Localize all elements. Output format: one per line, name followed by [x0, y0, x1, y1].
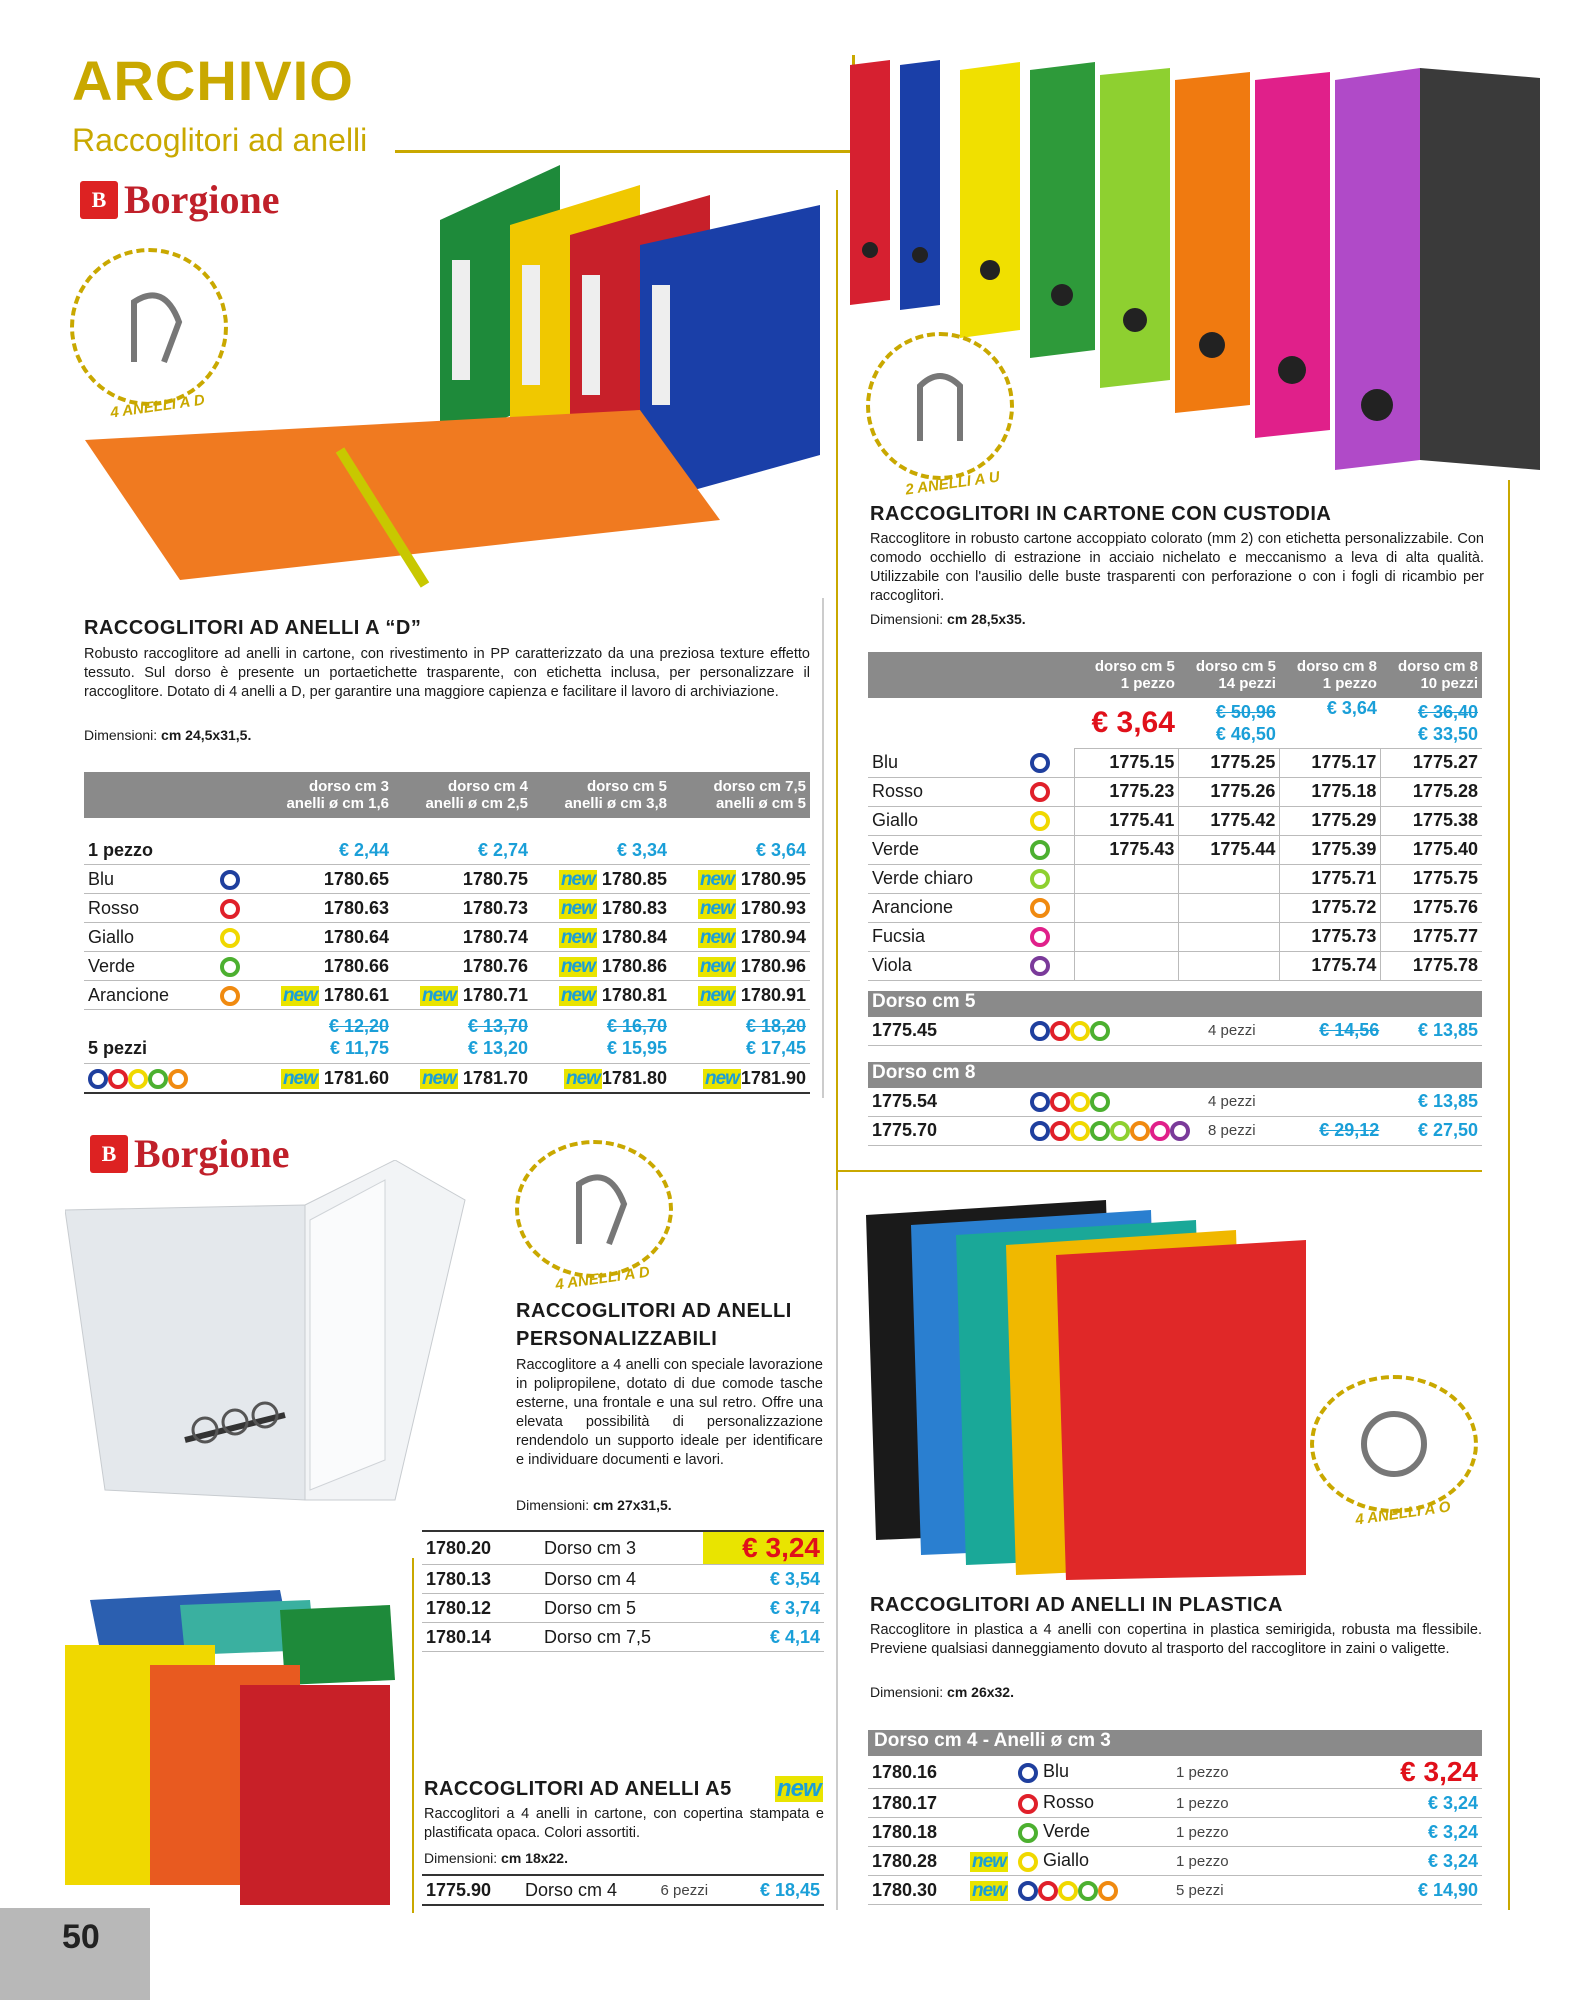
p2-description: Raccoglitore in robusto cartone accoppiato colorato (mm 2) con etichetta personalizzabile. Con comodo occhiello di estrazione in acciaio nichelato e meccanismo a leva di alta qualità. Utilizzabile con l'ausilio delle buste trasparenti con perforazione o con i fogli di ricambio per raccoglitori.	[870, 531, 1484, 604]
product-code: 1775.42	[1179, 806, 1280, 835]
p1-assorted-row: new 1781.60 new 1781.70 new 1781.80 new 1781.90	[84, 1064, 810, 1094]
dorso-size: Dorso cm 5	[540, 1594, 703, 1623]
new-badge: new	[699, 868, 734, 890]
product-code: 1775.39	[1280, 835, 1381, 864]
p1-description: Robusto raccoglitore ad anelli in cartone, con rivestimento in PP caratterizzato da una preziosa texture effetto tessuto. Sul dorso è presente un portaetichette trasparente, con etichetta inclusa, per personalizzare il raccoglitore. Dotato di 4 anelli a D, per garantire una maggiore capienza e facilitare il lavoro di archiviazione.	[84, 646, 810, 700]
color-name: Viola	[868, 951, 1026, 980]
product-code: 1780.12	[422, 1594, 540, 1623]
product-code: 1780.75	[393, 865, 532, 894]
new-badge: new	[282, 984, 317, 1006]
price: € 3,54	[703, 1565, 824, 1594]
price: € 3,24	[1300, 1756, 1482, 1789]
color-dot	[1030, 811, 1050, 831]
new-badge: new	[699, 984, 734, 1006]
column-divider	[822, 598, 824, 1098]
new-badge: new	[699, 897, 734, 919]
dorso-size: Dorso cm 4	[540, 1565, 703, 1594]
new-badge: new	[560, 868, 595, 890]
p2-price-row: € 3,64 € 50,96 € 46,50 € 3,64 € 36,40 € 33,50	[868, 698, 1482, 748]
new-badge: new	[699, 955, 734, 977]
color-dot	[220, 870, 240, 890]
ring-badge-d2	[515, 1140, 673, 1278]
presentation-binder-image	[65, 1160, 475, 1510]
p1-col-header: dorso cm 7,5 anelli ø cm 5	[671, 772, 810, 818]
p5-table-row	[868, 1847, 1482, 1876]
product-code: 1775.43	[1074, 835, 1179, 864]
product-code: 1775.73	[1280, 922, 1381, 951]
new-badge: new	[972, 1850, 1006, 1872]
p3-table-row	[422, 1565, 824, 1594]
p5-table-row	[868, 1876, 1482, 1905]
product-code: 1780.14	[422, 1623, 540, 1652]
color-dot	[1030, 898, 1050, 918]
color-dot	[1018, 1852, 1038, 1872]
p4-dimensions: Dimensioni: cm 18x22.	[424, 1850, 568, 1866]
p4-title: RACCOGLITORI AD ANELLI A5	[424, 1778, 732, 1800]
product-code: new 1780.96	[671, 952, 810, 981]
product-code: 1780.13	[422, 1565, 540, 1594]
product-code: 1775.71	[1280, 864, 1381, 893]
product-code: 1775.23	[1074, 777, 1179, 806]
p3-table-row	[422, 1623, 824, 1652]
color-dot	[1018, 1794, 1038, 1814]
quantity: 1 pezzo	[1172, 1818, 1300, 1847]
product-code: 1775.74	[1280, 951, 1381, 980]
product-code: new 1780.86	[532, 952, 671, 981]
color-dot	[220, 957, 240, 977]
ring-badge-label: 4 ANELLI A D	[554, 1263, 651, 1294]
p5-description: Raccoglitore in plastica a 4 anelli con copertina in plastica semirigida, robusta ma flessibile. Previene qualsiasi danneggiamento dovuto al trasporto del raccoglitore in zaini o valigette.	[870, 1622, 1482, 1657]
color-dot	[1030, 753, 1050, 773]
header-rule	[395, 150, 855, 153]
u-ring-icon	[895, 361, 985, 451]
product-code: 1775.25	[1179, 748, 1280, 777]
p2-d5-row: 1775.45 4 pezzi € 14,56 € 13,85	[868, 1017, 1482, 1046]
p1-col-header: dorso cm 4 anelli ø cm 2,5	[393, 772, 532, 818]
color-name	[1014, 1876, 1172, 1905]
product-code: 1775.44	[1179, 835, 1280, 864]
product-code: 1780.16	[868, 1756, 966, 1789]
product-code	[1074, 922, 1179, 951]
color-dot	[1078, 1881, 1098, 1901]
p2-table-row	[868, 777, 1482, 806]
p1-five-pieces-row: 5 pezzi € 12,20 € 11,75 € 13,70 € 13,20 € 16,70 € 15,95 € 18,20 € 17,45	[84, 1010, 810, 1064]
product-code: 1780.74	[393, 923, 532, 952]
quantity: 1 pezzo	[1172, 1756, 1300, 1789]
p3-title: RACCOGLITORI AD ANELLI	[516, 1300, 792, 1322]
section-title: ARCHIVIO	[72, 49, 354, 112]
color-dot	[1030, 782, 1050, 802]
p5-spec-bar: Dorso cm 4 - Anelli ø cm 3	[868, 1730, 1482, 1756]
left-rule	[412, 1558, 414, 1913]
p3-dimensions: Dimensioni: cm 27x31,5.	[516, 1497, 672, 1513]
p1-table-row	[84, 894, 810, 923]
color-dot	[1030, 956, 1050, 976]
product-code	[1179, 951, 1280, 980]
p1-table-row	[84, 981, 810, 1010]
p1-table-row	[84, 952, 810, 981]
new-badge: new	[972, 1879, 1006, 1901]
product-code: new 1780.71	[393, 981, 532, 1010]
a5-binders-image	[60, 1590, 400, 1910]
color-dots	[1026, 1088, 1204, 1117]
product-code: new 1780.83	[532, 894, 671, 923]
color-dots	[1026, 1116, 1204, 1145]
color-dot	[220, 928, 240, 948]
p4-description: Raccoglitori a 4 anelli in cartone, con copertina stampata e plastificata opaca. Colori assortiti.	[424, 1806, 824, 1841]
p2-table-row	[868, 864, 1482, 893]
product-code: 1775.72	[1280, 893, 1381, 922]
product-code: new 1780.84	[532, 923, 671, 952]
dorso-size: Dorso cm 7,5	[540, 1623, 703, 1652]
new-badge: new	[699, 926, 734, 948]
color-dot	[1030, 840, 1050, 860]
p2-dimensions: Dimensioni: cm 28,5x35.	[870, 611, 1026, 627]
product-code: new 1780.81	[532, 981, 671, 1010]
product-code: 1780.76	[393, 952, 532, 981]
page-number-box	[0, 1908, 150, 2000]
new-badge: new	[560, 955, 595, 977]
color-name: Verde	[1014, 1818, 1172, 1847]
p4-table	[422, 1874, 824, 1906]
p1-table-header	[84, 772, 810, 818]
p2-table	[868, 652, 1482, 1146]
ring-badge-o	[1310, 1375, 1478, 1513]
p2-table-header: dorso cm 5 1 pezzo dorso cm 5 14 pezzi dorso cm 8 1 pezzo dorso cm 8 10 pezzi	[868, 652, 1482, 698]
p3-table	[422, 1530, 824, 1652]
color-name: Verde	[84, 952, 216, 981]
borgione-logo: B Borgione	[90, 1130, 290, 1177]
color-dot	[220, 899, 240, 919]
price: € 3,24	[1300, 1818, 1482, 1847]
ring-badge-u	[866, 332, 1014, 480]
color-dots	[1026, 1017, 1204, 1046]
quantity: 1 pezzo	[1172, 1789, 1300, 1818]
d-ring-icon	[549, 1164, 639, 1254]
color-dot	[1038, 1881, 1058, 1901]
p5-dimensions: Dimensioni: cm 26x32.	[870, 1684, 1014, 1700]
product-code: 1780.64	[254, 923, 393, 952]
p2-table-row	[868, 748, 1482, 777]
color-name: Giallo	[1014, 1847, 1172, 1876]
product-code: new 1780.94	[671, 923, 810, 952]
price: € 3,24	[703, 1531, 824, 1565]
color-dot	[1018, 1881, 1038, 1901]
p1-title: RACCOGLITORI AD ANELLI A “D”	[84, 617, 422, 639]
color-name: Giallo	[84, 923, 216, 952]
p5-table-row	[868, 1818, 1482, 1847]
product-code: 1775.75	[1381, 864, 1482, 893]
logo-text: Borgione	[124, 177, 280, 222]
page-number: 50	[62, 1918, 100, 1956]
product-code	[1074, 864, 1179, 893]
product-code	[1179, 893, 1280, 922]
product-code: 1775.18	[1280, 777, 1381, 806]
price: € 3,24	[1300, 1847, 1482, 1876]
quantity: 5 pezzi	[1172, 1876, 1300, 1905]
product-code: new 1780.95	[671, 865, 810, 894]
new-badge: new	[777, 1775, 821, 1802]
product-code: 1780.20	[422, 1531, 540, 1565]
p3-table-row	[422, 1531, 824, 1565]
product-code: 1780.18	[868, 1818, 966, 1847]
assorted-color-dots	[84, 1064, 254, 1094]
ring-badge-label: 4 ANELLI A D	[109, 391, 206, 422]
color-name: Fucsia	[868, 922, 1026, 951]
color-dot	[1030, 927, 1050, 947]
color-name: Rosso	[1014, 1789, 1172, 1818]
p2-table-row	[868, 806, 1482, 835]
product-code: 1775.28	[1381, 777, 1482, 806]
d-ring-icon	[104, 282, 194, 372]
color-name: Verde chiaro	[868, 864, 1026, 893]
p1-col-header: dorso cm 3 anelli ø cm 1,6	[254, 772, 393, 818]
p1-dimensions: Dimensioni: cm 24,5x31,5.	[84, 727, 252, 743]
product-code: new 1780.91	[671, 981, 810, 1010]
color-name: Arancione	[868, 893, 1026, 922]
p2-dorso8-bar: Dorso cm 8	[868, 1062, 1482, 1088]
plastic-binders-image	[866, 1200, 1306, 1580]
product-code: 1775.15	[1074, 748, 1179, 777]
logo-mark: B	[80, 181, 118, 219]
color-name: Rosso	[868, 777, 1026, 806]
product-code	[1074, 951, 1179, 980]
product-code: 1775.27	[1381, 748, 1482, 777]
ring-badge-label: 2 ANELLI A U	[904, 468, 1001, 499]
p1-price-row: 1 pezzo € 2,44 € 2,74 € 3,34 € 3,64	[84, 836, 810, 865]
product-code: 1775.26	[1179, 777, 1280, 806]
new-badge: new	[560, 926, 595, 948]
color-dot	[1030, 869, 1050, 889]
p1-table	[84, 772, 810, 1094]
right-rule	[1508, 480, 1510, 1910]
p3-title-line2: PERSONALIZZABILI	[516, 1328, 718, 1350]
p3-description: Raccoglitore a 4 anelli con speciale lavorazione in polipropilene, dotato di due comode tasche esterne, una frontale e una sul retro. Offre una elevata possibilità di personalizzazione rendendolo un supporto ideale per identificare e individuare documenti e lavori.	[516, 1357, 823, 1468]
new-badge: new	[560, 897, 595, 919]
p1-col-header: dorso cm 5 anelli ø cm 3,8	[532, 772, 671, 818]
product-code: 1775.29	[1280, 806, 1381, 835]
column-rule	[836, 190, 838, 1190]
product-code: 1780.66	[254, 952, 393, 981]
product-code	[1179, 864, 1280, 893]
product-code: 1775.78	[1381, 951, 1482, 980]
color-dot	[1018, 1763, 1038, 1783]
color-name: Verde	[868, 835, 1026, 864]
color-dot	[1058, 1881, 1078, 1901]
p2-table-row	[868, 951, 1482, 980]
p5-table	[868, 1730, 1482, 1905]
p2-d8a-row: 1775.54 4 pezzi € 13,85	[868, 1088, 1482, 1117]
new-badge: new	[421, 984, 456, 1006]
new-badge: new	[560, 984, 595, 1006]
p2-dorso5-bar: Dorso cm 5	[868, 991, 1482, 1017]
section-rule	[836, 1170, 1482, 1172]
product-code: 1780.28	[868, 1847, 966, 1876]
product-code: 1775.77	[1381, 922, 1482, 951]
color-name: Rosso	[84, 894, 216, 923]
price: € 3,74	[703, 1594, 824, 1623]
color-dot	[1018, 1823, 1038, 1843]
color-name: Blu	[868, 748, 1026, 777]
product-code	[1074, 893, 1179, 922]
product-code: 1775.38	[1381, 806, 1482, 835]
price: € 14,90	[1300, 1876, 1482, 1905]
product-code: 1780.63	[254, 894, 393, 923]
product-code: new 1780.85	[532, 865, 671, 894]
p2-d8b-row: 1775.70 8 pezzi € 29,12 € 27,50	[868, 1116, 1482, 1145]
p2-title: RACCOGLITORI IN CARTONE CON CUSTODIA	[870, 503, 1332, 525]
ring-badge-label: 4 ANELLI A O	[1354, 1498, 1452, 1529]
product-code: 1775.41	[1074, 806, 1179, 835]
dorso-size: Dorso cm 3	[540, 1531, 703, 1565]
price: € 3,24	[1300, 1789, 1482, 1818]
color-name: Blu	[84, 865, 216, 894]
p1-table-row	[84, 865, 810, 894]
p2-table-row	[868, 835, 1482, 864]
product-code: 1780.73	[393, 894, 532, 923]
price: € 4,14	[703, 1623, 824, 1652]
p5-table-row	[868, 1756, 1482, 1789]
product-code: new 1780.93	[671, 894, 810, 923]
p2-table-row	[868, 922, 1482, 951]
product-code: 1775.76	[1381, 893, 1482, 922]
quantity: 1 pezzo	[1172, 1847, 1300, 1876]
color-name: Blu	[1014, 1756, 1172, 1789]
product-code: 1780.65	[254, 865, 393, 894]
column-divider-lower	[836, 1190, 838, 1910]
product-code: 1775.17	[1280, 748, 1381, 777]
p5-table-row	[868, 1789, 1482, 1818]
p1-table-row	[84, 923, 810, 952]
o-ring-icon	[1349, 1399, 1439, 1489]
color-dot	[1098, 1881, 1118, 1901]
product-code: new 1780.61	[254, 981, 393, 1010]
ring-badge-d	[70, 248, 228, 406]
p3-table-row	[422, 1594, 824, 1623]
product-code	[1179, 922, 1280, 951]
color-name: Giallo	[868, 806, 1026, 835]
section-subtitle: Raccoglitori ad anelli	[72, 122, 368, 158]
p2-table-row	[868, 893, 1482, 922]
color-name: Arancione	[84, 981, 216, 1010]
color-dot	[220, 986, 240, 1006]
product-code: 1780.17	[868, 1789, 966, 1818]
p5-title: RACCOGLITORI AD ANELLI IN PLASTICA	[870, 1594, 1283, 1616]
product-code: 1780.30	[868, 1876, 966, 1905]
product-code: 1775.40	[1381, 835, 1482, 864]
p4-row: 1775.90 Dorso cm 4 6 pezzi € 18,45	[422, 1875, 824, 1905]
